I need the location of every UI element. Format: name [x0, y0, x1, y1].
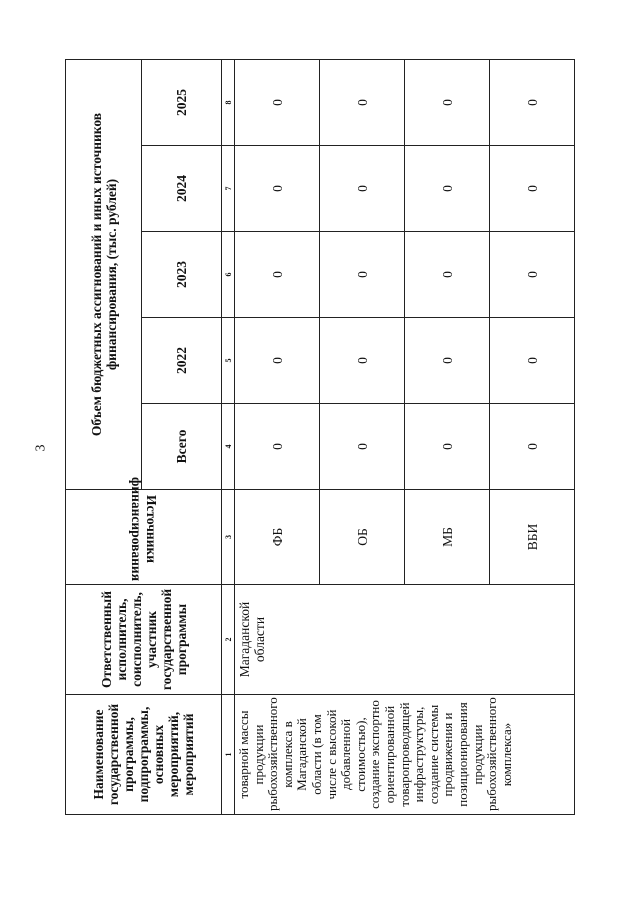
- header-sources: [66, 476, 222, 585]
- column-number: 7: [222, 146, 235, 232]
- header-year-total: Всего: [142, 404, 222, 490]
- value-cell: 0: [490, 232, 575, 318]
- column-number: 6: [222, 232, 235, 318]
- header-row-1: [66, 60, 142, 815]
- source-cell: ОБ: [320, 490, 405, 585]
- budget-table: [65, 59, 575, 815]
- value-cell: 0: [320, 60, 405, 146]
- source-cell: МБ: [405, 490, 490, 585]
- value-cell: 0: [405, 404, 490, 490]
- value-cell: 0: [235, 60, 320, 146]
- column-number: 1: [222, 695, 235, 815]
- column-number-row: [222, 60, 235, 815]
- header-year-2022: 2022: [142, 318, 222, 404]
- table-row: [235, 60, 320, 815]
- header-year-2024: 2024: [142, 146, 222, 232]
- value-cell: 0: [490, 60, 575, 146]
- value-cell: 0: [490, 146, 575, 232]
- value-cell: 0: [320, 404, 405, 490]
- column-number: 5: [222, 318, 235, 404]
- value-cell: 0: [235, 146, 320, 232]
- value-cell: 0: [405, 232, 490, 318]
- header-year-2025: 2025: [142, 60, 222, 146]
- column-number: 4: [222, 404, 235, 490]
- value-cell: 0: [320, 232, 405, 318]
- value-cell: 0: [235, 404, 320, 490]
- page-number: 3: [33, 444, 49, 452]
- rotated-sheet: [65, 60, 575, 815]
- header-executor: Ответственный исполнитель, соисполнитель, участник государственной программы: [66, 585, 222, 695]
- header-program-name: Наименование государственной программы, подпрограммы, основных мероприятий, мероприятий: [66, 695, 222, 815]
- column-number: 8: [222, 60, 235, 146]
- value-cell: 0: [405, 318, 490, 404]
- value-cell: 0: [320, 146, 405, 232]
- header-budget-group: Объем бюджетных ассигнований и иных источников финансирования, (тыс. рублей): [66, 60, 142, 490]
- program-description: товарной массы продукции рыбохозяйственного комплекса в Магаданской области (в том числе с высокой добавленной стоимостью), создание экспортно ориентированной товаропроводящей инфраструктуры, создание системы продвижения и позиционирования продукции рыбохозяйственного комплекса»: [235, 695, 575, 815]
- value-cell: 0: [320, 318, 405, 404]
- executor-value: Магаданской области: [235, 585, 575, 695]
- value-cell: 0: [405, 60, 490, 146]
- source-cell: ВБИ: [490, 490, 575, 585]
- value-cell: 0: [235, 318, 320, 404]
- source-cell: ФБ: [235, 490, 320, 585]
- value-cell: 0: [235, 232, 320, 318]
- value-cell: 0: [490, 404, 575, 490]
- value-cell: 0: [490, 318, 575, 404]
- column-number: 3: [222, 490, 235, 585]
- value-cell: 0: [405, 146, 490, 232]
- header-sources-text: Источники финансирования: [128, 476, 159, 582]
- header-year-2023: 2023: [142, 232, 222, 318]
- column-number: 2: [222, 585, 235, 695]
